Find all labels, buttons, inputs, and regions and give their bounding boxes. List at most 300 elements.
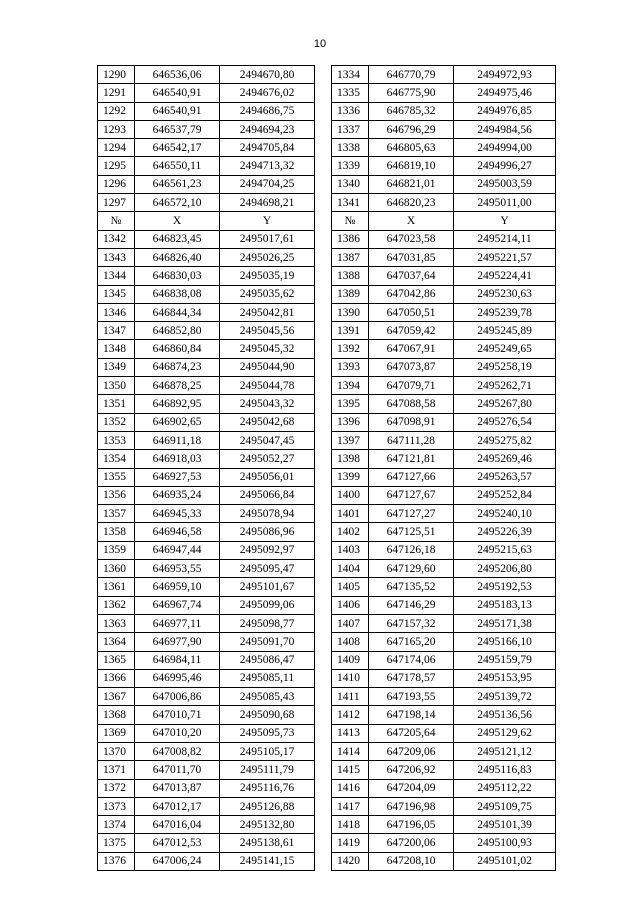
table-row [98,175,556,193]
point-number-cell: 1357 [98,505,135,523]
header-x: X [369,212,454,230]
column-gap [315,688,332,706]
y-coordinate-cell: 2495141,15 [220,852,315,870]
x-coordinate-cell: 646550,11 [135,157,220,175]
y-coordinate-cell: 2495136,56 [454,706,556,724]
point-number-cell: 1366 [98,669,135,687]
table-row [98,303,556,321]
y-coordinate-cell: 2495052,27 [220,450,315,468]
x-coordinate-cell: 647200,06 [369,834,454,852]
y-coordinate-cell: 2495101,39 [454,816,556,834]
y-coordinate-cell: 2495100,93 [454,834,556,852]
y-coordinate-cell: 2495047,45 [220,431,315,449]
table-row [98,779,556,797]
point-number-cell: 1403 [332,541,369,559]
y-coordinate-cell: 2494686,75 [220,102,315,120]
point-number-cell: 1418 [332,816,369,834]
x-coordinate-cell: 647206,92 [369,761,454,779]
x-coordinate-cell: 646796,29 [369,120,454,138]
point-number-cell: 1416 [332,779,369,797]
point-number-cell: 1296 [98,175,135,193]
y-coordinate-cell: 2495086,47 [220,651,315,669]
point-number-cell: 1340 [332,175,369,193]
point-number-cell: 1373 [98,797,135,815]
x-coordinate-cell: 646536,06 [135,66,220,84]
column-gap [315,468,332,486]
point-number-cell: 1341 [332,194,369,212]
x-coordinate-cell: 647157,32 [369,614,454,632]
point-number-cell: 1334 [332,66,369,84]
table-row [98,157,556,175]
table-row [98,395,556,413]
y-coordinate-cell: 2494705,84 [220,139,315,157]
point-number-cell: 1339 [332,157,369,175]
table-row [98,248,556,266]
x-coordinate-cell: 646902,65 [135,413,220,431]
column-gap [315,706,332,724]
x-coordinate-cell: 646821,01 [369,175,454,193]
point-number-cell: 1367 [98,688,135,706]
y-coordinate-cell: 2495085,43 [220,688,315,706]
point-number-cell: 1335 [332,84,369,102]
y-coordinate-cell: 2495269,46 [454,450,556,468]
y-coordinate-cell: 2495044,90 [220,358,315,376]
point-number-cell: 1399 [332,468,369,486]
point-number-cell: 1391 [332,322,369,340]
x-coordinate-cell: 647196,05 [369,816,454,834]
y-coordinate-cell: 2495276,54 [454,413,556,431]
x-coordinate-cell: 647127,66 [369,468,454,486]
point-number-cell: 1396 [332,413,369,431]
point-number-cell: 1336 [332,102,369,120]
x-coordinate-cell: 647031,85 [369,248,454,266]
x-coordinate-cell: 647111,28 [369,431,454,449]
y-coordinate-cell: 2495214,11 [454,230,556,248]
point-number-cell: 1395 [332,395,369,413]
table-row [98,834,556,852]
y-coordinate-cell: 2495263,57 [454,468,556,486]
column-gap [315,614,332,632]
y-coordinate-cell: 2495245,89 [454,322,556,340]
y-coordinate-cell: 2495258,19 [454,358,556,376]
y-coordinate-cell: 2495262,71 [454,377,556,395]
x-coordinate-cell: 646911,18 [135,431,220,449]
column-gap [315,450,332,468]
x-coordinate-cell: 647174,06 [369,651,454,669]
point-number-cell: 1356 [98,486,135,504]
column-gap [315,742,332,760]
point-number-cell: 1297 [98,194,135,212]
point-number-cell: 1344 [98,267,135,285]
point-number-cell: 1342 [98,230,135,248]
y-coordinate-cell: 2495095,73 [220,724,315,742]
y-coordinate-cell: 2495101,67 [220,578,315,596]
header-y: Y [454,212,556,230]
column-gap [315,651,332,669]
x-coordinate-cell: 647129,60 [369,560,454,578]
point-number-cell: 1401 [332,505,369,523]
x-coordinate-cell: 647059,42 [369,322,454,340]
y-coordinate-cell: 2495230,63 [454,285,556,303]
y-coordinate-cell: 2495116,76 [220,779,315,797]
x-coordinate-cell: 646945,33 [135,505,220,523]
x-coordinate-cell: 646852,80 [135,322,220,340]
y-coordinate-cell: 2495121,12 [454,742,556,760]
x-coordinate-cell: 647125,51 [369,523,454,541]
x-coordinate-cell: 647127,27 [369,505,454,523]
point-number-cell: 1368 [98,706,135,724]
y-coordinate-cell: 2495045,32 [220,340,315,358]
point-number-cell: 1369 [98,724,135,742]
table-row [98,139,556,157]
point-number-cell: 1349 [98,358,135,376]
column-gap [315,816,332,834]
column-gap [315,285,332,303]
y-coordinate-cell: 2495126,88 [220,797,315,815]
x-coordinate-cell: 646967,74 [135,596,220,614]
point-number-cell: 1362 [98,596,135,614]
table-row [98,852,556,870]
table-row [98,560,556,578]
x-coordinate-cell: 647073,87 [369,358,454,376]
table-row [98,230,556,248]
page-number: 10 [313,38,327,50]
column-gap [315,84,332,102]
x-coordinate-cell: 647193,55 [369,688,454,706]
table-row [98,523,556,541]
table-row [98,66,556,84]
point-number-cell: 1398 [332,450,369,468]
x-coordinate-cell: 647067,91 [369,340,454,358]
point-number-cell: 1348 [98,340,135,358]
coordinates-table [97,65,556,871]
column-gap [315,322,332,340]
x-coordinate-cell: 647042,86 [369,285,454,303]
y-coordinate-cell: 2495105,17 [220,742,315,760]
x-coordinate-cell: 647209,06 [369,742,454,760]
x-coordinate-cell: 646572,10 [135,194,220,212]
y-coordinate-cell: 2495003,59 [454,175,556,193]
point-number-cell: 1376 [98,852,135,870]
x-coordinate-cell: 646946,58 [135,523,220,541]
table-row [98,450,556,468]
point-number-cell: 1353 [98,431,135,449]
point-number-cell: 1292 [98,102,135,120]
point-number-cell: 1355 [98,468,135,486]
y-coordinate-cell: 2495091,70 [220,633,315,651]
x-coordinate-cell: 646805,63 [369,139,454,157]
point-number-cell: 1290 [98,66,135,84]
y-coordinate-cell: 2495111,79 [220,761,315,779]
x-coordinate-cell: 646540,91 [135,84,220,102]
point-number-cell: 1343 [98,248,135,266]
y-coordinate-cell: 2494676,02 [220,84,315,102]
x-coordinate-cell: 647006,24 [135,852,220,870]
column-gap [315,377,332,395]
point-number-cell: 1394 [332,377,369,395]
x-coordinate-cell: 647013,87 [135,779,220,797]
y-coordinate-cell: 2495086,96 [220,523,315,541]
point-number-cell: 1291 [98,84,135,102]
column-gap [315,486,332,504]
point-number-cell: 1351 [98,395,135,413]
column-gap [315,523,332,541]
table-row [98,669,556,687]
column-gap [315,852,332,870]
x-coordinate-cell: 646953,55 [135,560,220,578]
column-gap [315,505,332,523]
x-coordinate-cell: 647204,09 [369,779,454,797]
y-coordinate-cell: 2495035,62 [220,285,315,303]
y-coordinate-cell: 2495026,25 [220,248,315,266]
point-number-cell: 1295 [98,157,135,175]
y-coordinate-cell: 2495249,65 [454,340,556,358]
table-row [98,431,556,449]
y-coordinate-cell: 2495153,95 [454,669,556,687]
y-coordinate-cell: 2495098,77 [220,614,315,632]
y-coordinate-cell: 2495267,80 [454,395,556,413]
table-row [98,596,556,614]
y-coordinate-cell: 2495090,68 [220,706,315,724]
point-number-cell: 1387 [332,248,369,266]
point-number-cell: 1402 [332,523,369,541]
y-coordinate-cell: 2494975,46 [454,84,556,102]
y-coordinate-cell: 2495240,10 [454,505,556,523]
y-coordinate-cell: 2495183,13 [454,596,556,614]
y-coordinate-cell: 2495159,79 [454,651,556,669]
x-coordinate-cell: 646977,90 [135,633,220,651]
point-number-cell: 1389 [332,285,369,303]
x-coordinate-cell: 646785,32 [369,102,454,120]
y-coordinate-cell: 2495095,47 [220,560,315,578]
point-number-cell: 1374 [98,816,135,834]
column-gap [315,596,332,614]
table-row [98,578,556,596]
y-coordinate-cell: 2495099,06 [220,596,315,614]
x-coordinate-cell: 647010,20 [135,724,220,742]
point-number-cell: 1359 [98,541,135,559]
point-number-cell: 1420 [332,852,369,870]
point-number-cell: 1347 [98,322,135,340]
y-coordinate-cell: 2495116,83 [454,761,556,779]
point-number-cell: 1375 [98,834,135,852]
y-coordinate-cell: 2494976,85 [454,102,556,120]
x-coordinate-cell: 647198,14 [369,706,454,724]
column-gap [315,267,332,285]
column-gap [315,102,332,120]
column-gap [315,834,332,852]
column-gap [315,779,332,797]
column-gap [315,358,332,376]
x-coordinate-cell: 647006,86 [135,688,220,706]
table-row [98,358,556,376]
table-row [98,688,556,706]
point-number-cell: 1412 [332,706,369,724]
x-coordinate-cell: 646826,40 [135,248,220,266]
x-coordinate-cell: 646984,11 [135,651,220,669]
table-row [98,706,556,724]
point-number-cell: 1293 [98,120,135,138]
header-num: № [98,212,135,230]
table-row [98,724,556,742]
point-number-cell: 1400 [332,486,369,504]
table-row [98,322,556,340]
y-coordinate-cell: 2495035,19 [220,267,315,285]
point-number-cell: 1352 [98,413,135,431]
x-coordinate-cell: 647126,18 [369,541,454,559]
y-coordinate-cell: 2495056,01 [220,468,315,486]
x-coordinate-cell: 646918,03 [135,450,220,468]
table-row [98,267,556,285]
x-coordinate-cell: 646860,84 [135,340,220,358]
x-coordinate-cell: 647088,58 [369,395,454,413]
y-coordinate-cell: 2495078,94 [220,505,315,523]
point-number-cell: 1407 [332,614,369,632]
y-coordinate-cell: 2495252,84 [454,486,556,504]
table-row [98,742,556,760]
column-gap [315,761,332,779]
point-number-cell: 1386 [332,230,369,248]
x-coordinate-cell: 646775,90 [369,84,454,102]
point-number-cell: 1363 [98,614,135,632]
y-coordinate-cell: 2495226,39 [454,523,556,541]
x-coordinate-cell: 646977,11 [135,614,220,632]
column-gap [315,66,332,84]
x-coordinate-cell: 646892,95 [135,395,220,413]
point-number-cell: 1364 [98,633,135,651]
point-number-cell: 1405 [332,578,369,596]
table-row [98,340,556,358]
x-coordinate-cell: 647037,64 [369,267,454,285]
table-row [98,285,556,303]
column-gap [315,797,332,815]
x-coordinate-cell: 647023,58 [369,230,454,248]
y-coordinate-cell: 2495043,32 [220,395,315,413]
point-number-cell: 1419 [332,834,369,852]
y-coordinate-cell: 2495215,63 [454,541,556,559]
column-gap [315,212,332,230]
y-coordinate-cell: 2495138,61 [220,834,315,852]
y-coordinate-cell: 2495044,78 [220,377,315,395]
column-gap [315,395,332,413]
header-row [98,212,556,230]
y-coordinate-cell: 2495011,00 [454,194,556,212]
point-number-cell: 1372 [98,779,135,797]
column-gap [315,633,332,651]
x-coordinate-cell: 647098,91 [369,413,454,431]
point-number-cell: 1417 [332,797,369,815]
point-number-cell: 1409 [332,651,369,669]
point-number-cell: 1365 [98,651,135,669]
table-row [98,194,556,212]
column-gap [315,248,332,266]
table-row [98,797,556,815]
x-coordinate-cell: 647012,17 [135,797,220,815]
x-coordinate-cell: 646823,45 [135,230,220,248]
x-coordinate-cell: 647011,70 [135,761,220,779]
column-gap [315,340,332,358]
x-coordinate-cell: 647165,20 [369,633,454,651]
y-coordinate-cell: 2495129,62 [454,724,556,742]
x-coordinate-cell: 647208,10 [369,852,454,870]
column-gap [315,413,332,431]
column-gap [315,194,332,212]
point-number-cell: 1411 [332,688,369,706]
y-coordinate-cell: 2494694,23 [220,120,315,138]
table-row [98,541,556,559]
x-coordinate-cell: 647016,04 [135,816,220,834]
point-number-cell: 1393 [332,358,369,376]
column-gap [315,431,332,449]
x-coordinate-cell: 647146,29 [369,596,454,614]
point-number-cell: 1361 [98,578,135,596]
point-number-cell: 1358 [98,523,135,541]
point-number-cell: 1338 [332,139,369,157]
column-gap [315,669,332,687]
x-coordinate-cell: 647012,53 [135,834,220,852]
column-gap [315,157,332,175]
point-number-cell: 1345 [98,285,135,303]
point-number-cell: 1397 [332,431,369,449]
point-number-cell: 1294 [98,139,135,157]
column-gap [315,578,332,596]
y-coordinate-cell: 2495101,02 [454,852,556,870]
y-coordinate-cell: 2495221,57 [454,248,556,266]
table-row [98,633,556,651]
column-gap [315,120,332,138]
point-number-cell: 1360 [98,560,135,578]
column-gap [315,724,332,742]
point-number-cell: 1350 [98,377,135,395]
y-coordinate-cell: 2495139,72 [454,688,556,706]
x-coordinate-cell: 646770,79 [369,66,454,84]
x-coordinate-cell: 646874,23 [135,358,220,376]
x-coordinate-cell: 646830,03 [135,267,220,285]
point-number-cell: 1370 [98,742,135,760]
y-coordinate-cell: 2494704,25 [220,175,315,193]
x-coordinate-cell: 646838,08 [135,285,220,303]
x-coordinate-cell: 647135,52 [369,578,454,596]
x-coordinate-cell: 646561,23 [135,175,220,193]
y-coordinate-cell: 2495171,38 [454,614,556,632]
x-coordinate-cell: 647127,67 [369,486,454,504]
y-coordinate-cell: 2495066,84 [220,486,315,504]
point-number-cell: 1408 [332,633,369,651]
point-number-cell: 1404 [332,560,369,578]
y-coordinate-cell: 2495085,11 [220,669,315,687]
y-coordinate-cell: 2495017,61 [220,230,315,248]
point-number-cell: 1406 [332,596,369,614]
table-row [98,614,556,632]
point-number-cell: 1410 [332,669,369,687]
x-coordinate-cell: 647079,71 [369,377,454,395]
y-coordinate-cell: 2495109,75 [454,797,556,815]
x-coordinate-cell: 647178,57 [369,669,454,687]
table-row [98,413,556,431]
point-number-cell: 1390 [332,303,369,321]
table-row [98,102,556,120]
y-coordinate-cell: 2494698,21 [220,194,315,212]
x-coordinate-cell: 646542,17 [135,139,220,157]
y-coordinate-cell: 2495166,10 [454,633,556,651]
point-number-cell: 1413 [332,724,369,742]
y-coordinate-cell: 2495112,22 [454,779,556,797]
y-coordinate-cell: 2494994,00 [454,139,556,157]
x-coordinate-cell: 646878,25 [135,377,220,395]
x-coordinate-cell: 646935,24 [135,486,220,504]
x-coordinate-cell: 647050,51 [369,303,454,321]
point-number-cell: 1354 [98,450,135,468]
